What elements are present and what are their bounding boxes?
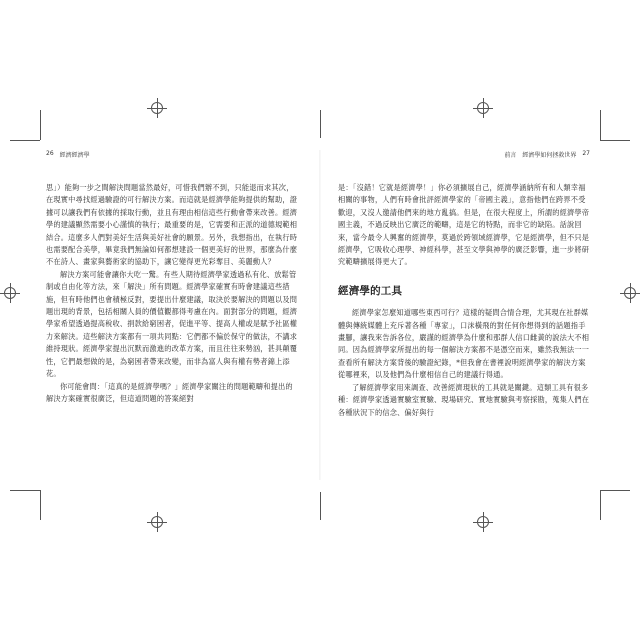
right-running-title: 前言 經濟學如何拯救世界 [504, 152, 577, 159]
left-page-body [46, 182, 298, 405]
registration-mark-bottom-left [147, 512, 167, 532]
body-paragraph: 經濟學家怎麼知道哪些東西可行？這樣的疑問合情合理，尤其現在社群媒體與傳統媒體上充斥著各種「專家」，口沫橫飛的對任何你想得到的話題指手畫腳，讓我來告訴各位，嚴謹的經濟學為什麼和那群人信口雌黃的說法大不相同。因為經濟學家所提出的每一個解決方案都不是憑空而來，雖然我無法一一查看所有解決方案背後的驗證紀錄，*但我會在書裡說明經濟學家的解決方案從哪裡來，以及他們為什麼相信自己的建議行得通。 [338, 308, 590, 380]
registration-mark-right [620, 283, 640, 303]
body-paragraph: 是：「沒錯！它就是經濟學！」你必須擴展自己，經濟學涵納所有和人類幸福相關的事物，人們有時會批評經濟學家的「帝國主義」，意指他們在跨界不受歡迎，又沒人邀請他們來的地方亂搞。但是，在很大程度上，所謂的經濟學帝國主義，不過反映出它廣泛的範疇，這是它的特點，而非它的缺陷。話說回來，當今最令人興奮的經濟學，莫過於跨領域經濟學，它是經濟學，但不只是經濟學，它吸收心理學、神經科學，甚至文學與神學的廣泛影響，進一步將研究範疇擴展得更大了。 [338, 183, 590, 267]
trim-line [600, 490, 601, 520]
left-page [46, 150, 298, 480]
registration-mark-top-left [147, 98, 167, 118]
left-running-title: 經濟經濟學 [59, 152, 90, 159]
body-paragraph: 你可能會問：「這真的是經濟學嗎？」經濟學家關注的問題範疇和提出的解決方案確實很廣泛，但這道問題的答案絕對 [46, 381, 293, 403]
trim-line [320, 110, 321, 138]
right-running-head [338, 150, 590, 159]
trim-line [600, 110, 601, 140]
trim-line [600, 490, 630, 491]
right-page [338, 150, 590, 480]
trim-line [320, 492, 321, 520]
trim-line [600, 140, 630, 141]
trim-line [10, 490, 40, 491]
body-paragraph: 解決方案可能會讓你大吃一驚。有些人期待經濟學家透過私有化、放鬆管制或自由化等方法，來「解決」所有問題。經濟學家確實有時會建議這些措施，但有時他們也會積極反對，要提出什麼建議，取決於要解決的問題以及問題出現的背景，包括相關人員的價值觀都得考慮在內。面對部分的問題，經濟學家希望透過提高稅收、捐款給窮困者，促進平等、提高人權或是賦予社區權力來解決。這些解決方案都有一項共同點：它們都不偏於保守的做法，不講求維持現狀。經濟學家提出沉默而激進的改革方案，而且往往來勢汹，甚具顛覆性，它們最想做的是，為窮困者帶來改變，而非為富人與有權有勢者錦上添花。 [46, 269, 298, 379]
right-page-body [338, 182, 590, 419]
left-running-head [46, 150, 298, 159]
right-page-number: 27 [582, 150, 590, 157]
book-spine [319, 150, 321, 480]
registration-mark-bottom-right [473, 512, 493, 532]
left-page-number: 26 [46, 150, 54, 157]
body-paragraph: 了解經濟學家用來調查、改善經濟現狀的工具就是關鍵。這類工具有很多種：經濟學家透過實驗室實驗、現場研究、實地實驗與考察採勘，蒐集人們在各種狀況下的信念、偏好與行 [338, 382, 590, 417]
section-heading: 經濟學的工具 [338, 284, 403, 297]
body-paragraph: 思」）能夠一步之間解決問題當然最好，可惜我們辦不到，只能退而求其次，在現實中尋找經過驗證的可行解決方案。而這就是經濟學能夠提供的幫助，證據可以讓我們有依據的採取行動，並且有理由相信這些行動會帶來改善。經濟學的建議顯然需要小心謹慎的執行；最重要的是，它需要和正派的道德規範相結合。這麼多人們對美好生活與美好社會的願景。另外，我想指出，在執行時也需要配合美學，畢竟我們無論如何都想建設一個更美好的世界，那麼為什麼不在詩人、畫家與藝術家的協助下，讓它變得更光彩奪目、美麗動人？ [46, 183, 298, 267]
trim-line [40, 110, 41, 140]
trim-line [10, 140, 40, 141]
registration-mark-left [0, 283, 20, 303]
trim-line [40, 490, 41, 520]
registration-mark-top-right [473, 98, 493, 118]
